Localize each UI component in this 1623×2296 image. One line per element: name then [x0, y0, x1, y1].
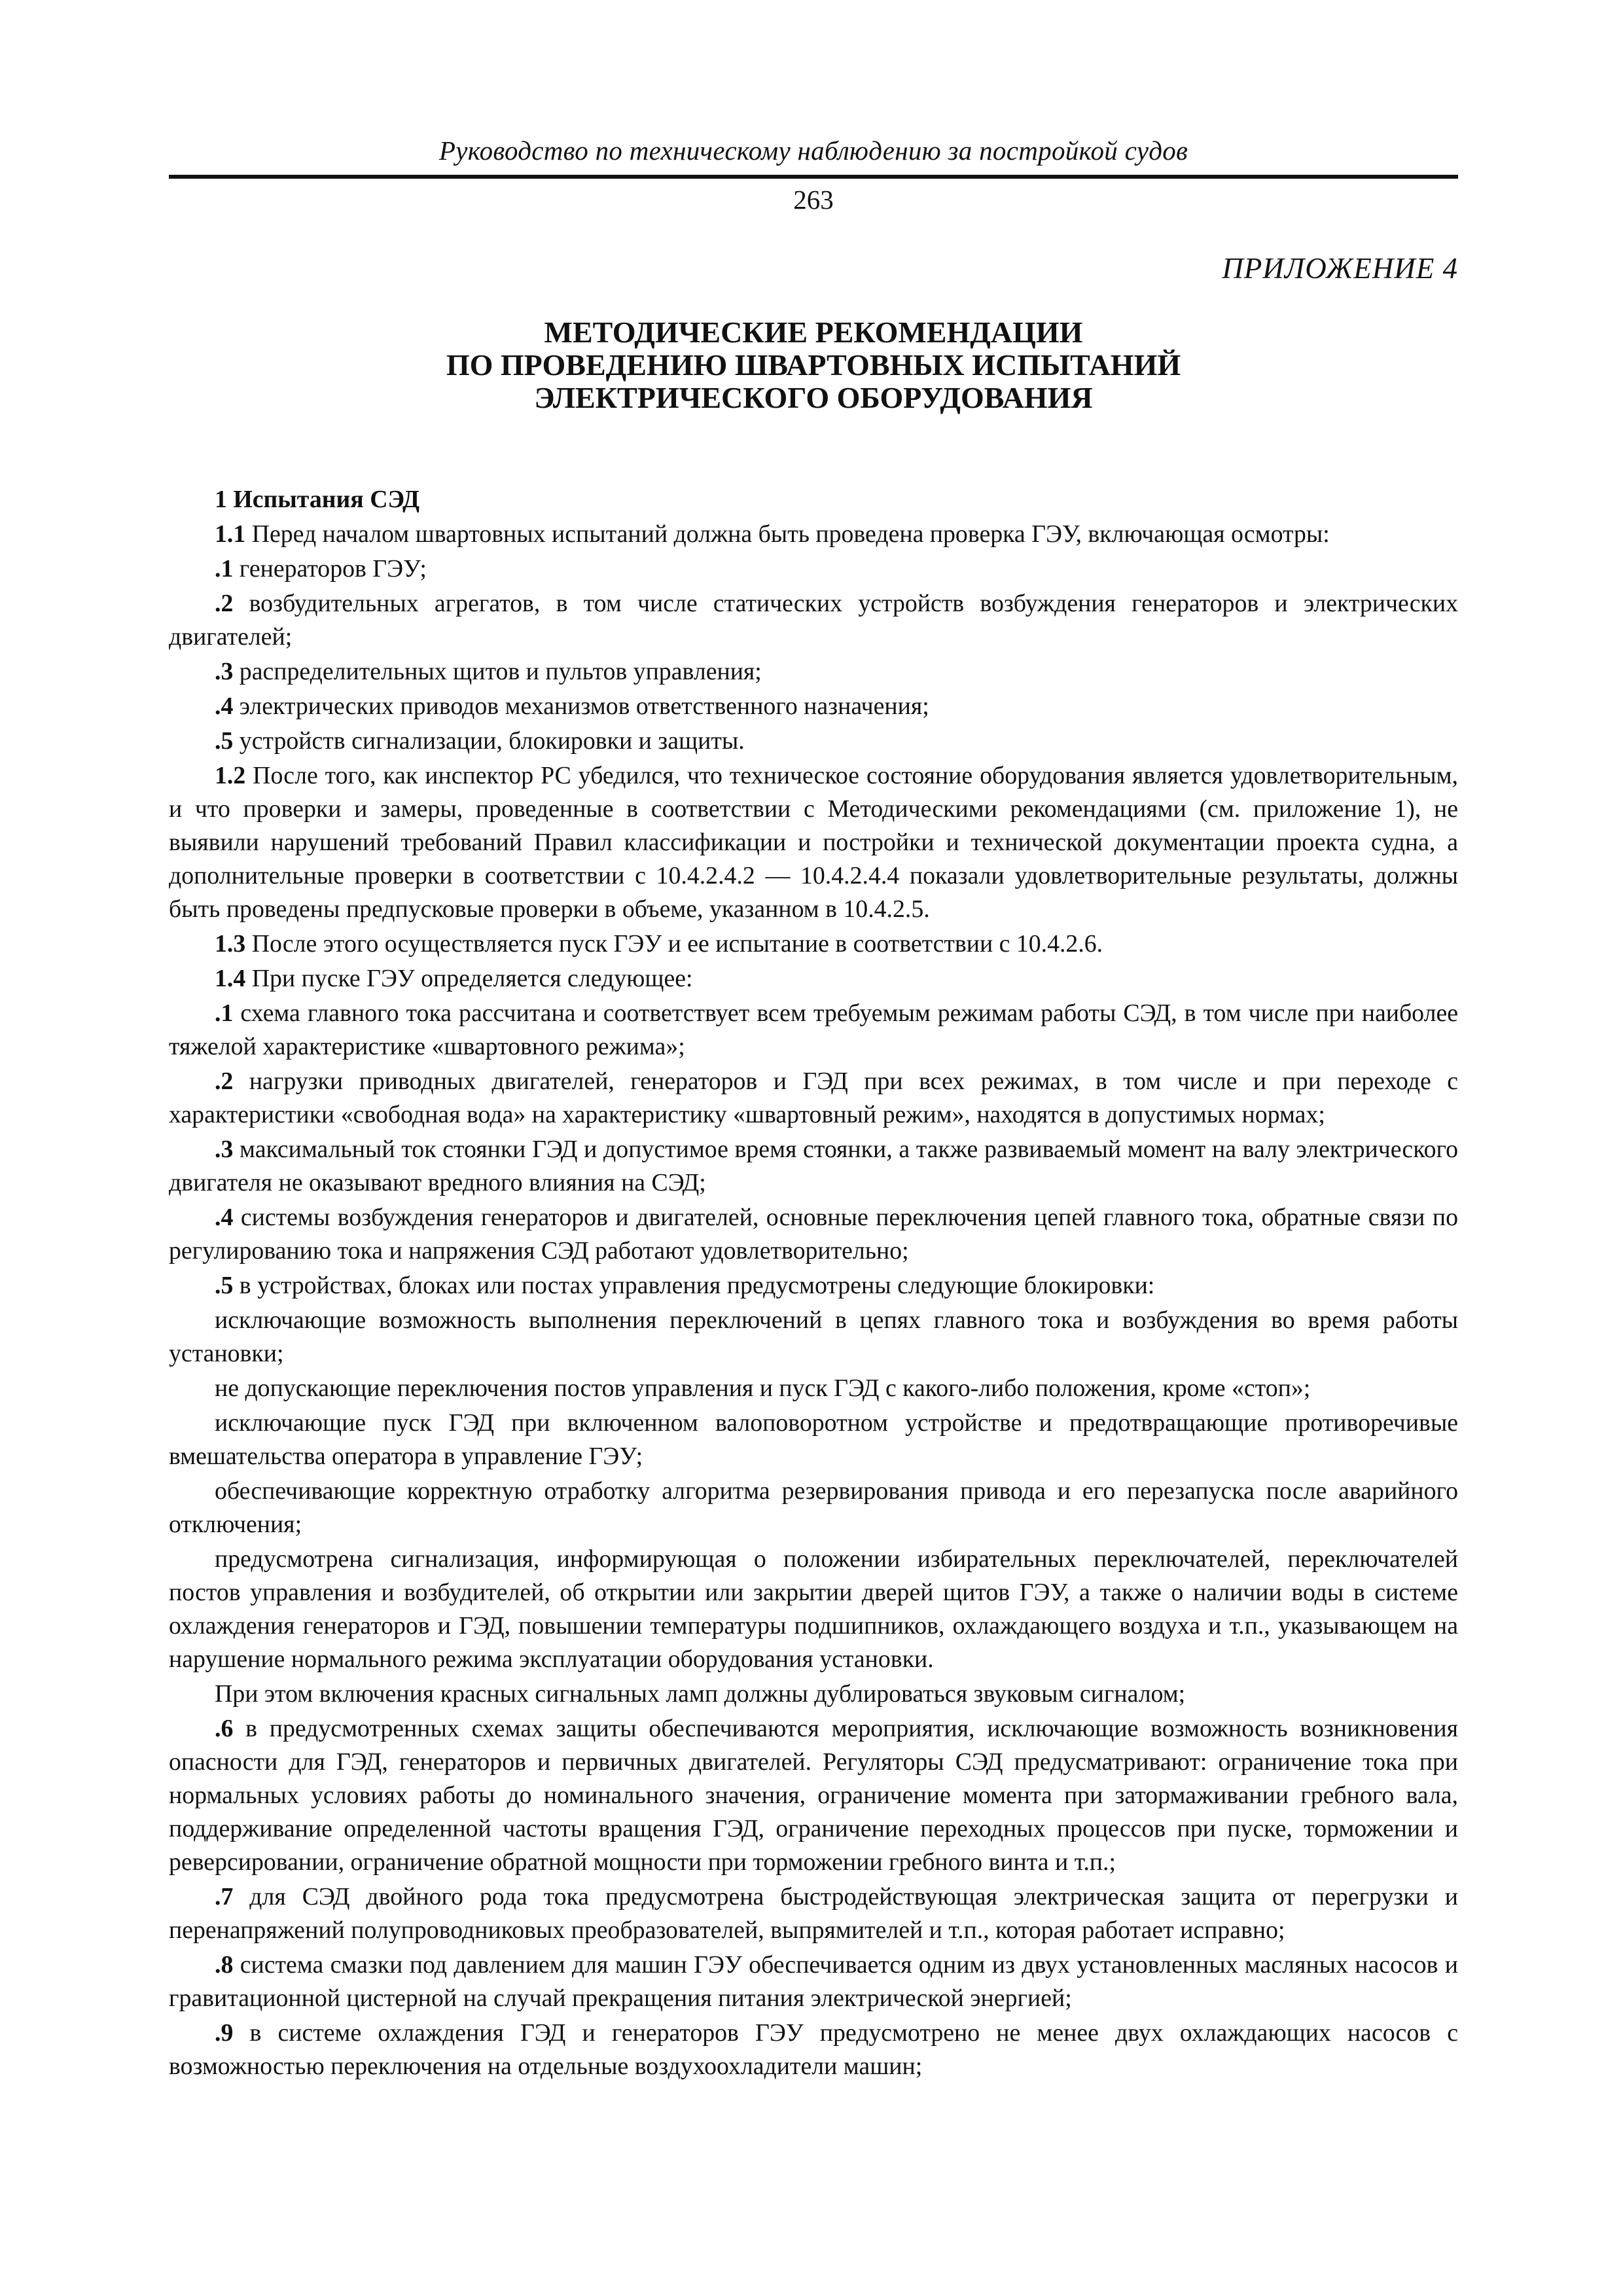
appendix-label: ПРИЛОЖЕНИЕ 4	[1222, 252, 1458, 285]
list-item	[169, 1948, 1458, 2015]
item-text: возбудительных агрегатов, в том числе статических устройств возбуждения генераторов и электрических двигателей;	[169, 590, 1458, 651]
interlock-paragraph: При этом включения красных сигнальных ламп должны дублироваться звуковым сигналом;	[215, 1680, 1186, 1708]
item-number: .5	[215, 727, 234, 755]
list-item	[169, 725, 1458, 758]
item-text: нагрузки приводных двигателей, генераторов и ГЭД при всех режимах, в том числе и при переходе с характеристики «свободная вода» на характеристику «швартовный режим», находятся в допустимых нормах;	[169, 1067, 1458, 1128]
item-number: .8	[215, 1951, 234, 1979]
item-number: .1	[215, 999, 234, 1027]
paragraph-number: 1.2	[215, 762, 246, 789]
item-number: .1	[215, 555, 234, 583]
item-number: .2	[215, 590, 234, 617]
item-number: .9	[215, 2019, 234, 2047]
item-number: .7	[215, 1883, 234, 1910]
header-rule	[169, 175, 1458, 179]
item-text: в системе охлаждения ГЭД и генераторов ГЭУ предусмотрено не менее двух охлаждающих насосов с возможностью переключения на отдельные воздухоохладители машин;	[169, 2019, 1458, 2080]
item-text: в предусмотренных схемах защиты обеспечиваются мероприятия, исключающие возможность возникновения опасности для ГЭД, генераторов и первичных двигателей. Регуляторы СЭД предусматривают: ограничение тока при нормальных условиях работы до номинального значения, ограничение момента при затормаживании гребного вала, поддерживание определенной частоты вращения ГЭД, ограничение переходных процессов при пуске, торможении и реверсировании, ограничение обратной мощности при торможении гребного винта и т.п.;	[169, 1715, 1458, 1876]
item-text: устройств сигнализации, блокировки и защиты.	[233, 727, 745, 755]
paragraph-number: 1.3	[215, 930, 246, 958]
interlock-paragraph: предусмотрена сигнализация, информирующая о положении избирательных переключателей, переключателей постов управления и возбудителей, об открытии или закрытии дверей щитов ГЭУ, а также о наличии воды в системе охлаждения генераторов и ГЭД, повышении температуры подшипников, охлаждающего воздуха и т.п., указывающем на нарушение нормального режима эксплуатации оборудования установки.	[169, 1545, 1458, 1673]
list-item	[169, 690, 1458, 723]
document-title	[169, 316, 1458, 414]
paragraph-text: При пуске ГЭУ определяется следующее:	[245, 965, 693, 992]
item-text: для СЭД двойного рода тока предусмотрена быстродействующая электрическая защита от перегрузки и перенапряжений полупроводниковых преобразователей, выпрямителей и т.п., которая работает исправно;	[169, 1883, 1458, 1944]
list-item	[169, 1065, 1458, 1132]
page-number: 263	[793, 185, 834, 215]
list-item	[169, 587, 1458, 654]
paragraph-1-3	[169, 927, 1458, 961]
interlock-paragraph: исключающие пуск ГЭД при включенном валоповоротном устройстве и предотвращающие противоречивые вмешательства оператора в управление ГЭУ;	[169, 1409, 1458, 1470]
paragraph-text: После этого осуществляется пуск ГЭУ и ее испытание в соответствии с 10.4.2.6.	[245, 930, 1103, 958]
paragraph-1-2	[169, 759, 1458, 926]
item-number: .3	[215, 658, 234, 685]
paragraph-1-1	[169, 518, 1458, 551]
document-body	[169, 483, 1458, 2085]
list-item	[169, 1201, 1458, 1268]
item-text: в устройствах, блоках или постах управления предусмотрены следующие блокировки:	[233, 1272, 1155, 1299]
list-item	[169, 552, 1458, 586]
item-number: .3	[215, 1136, 234, 1163]
item-text: распределительных щитов и пультов управления;	[233, 658, 762, 685]
list-item	[169, 1880, 1458, 1947]
paragraph-1-4	[169, 962, 1458, 996]
list-item	[169, 1133, 1458, 1200]
list-item	[169, 997, 1458, 1064]
list-item	[169, 2017, 1458, 2083]
item-text: максимальный ток стоянки ГЭД и допустимое время стоянки, а также развиваемый момент на валу электрического двигателя не оказывают вредного влияния на СЭД;	[169, 1136, 1458, 1196]
title-line-2: ПО ПРОВЕДЕНИЮ ШВАРТОВНЫХ ИСПЫТАНИЙ	[446, 348, 1181, 382]
interlock-paragraph: исключающие возможность выполнения переключений в цепях главного тока и возбуждения во время работы установки;	[169, 1306, 1458, 1367]
item-text: система смазки под давлением для машин ГЭУ обеспечивается одним из двух установленных масляных насосов и гравитационной цистерной на случай прекращения питания электрической энергией;	[169, 1951, 1458, 2012]
item-text: системы возбуждения генераторов и двигателей, основные переключения цепей главного тока, обратные связи по регулированию тока и напряжения СЭД работают удовлетворительно;	[169, 1204, 1458, 1265]
item-number: .2	[215, 1067, 234, 1095]
item-text: генераторов ГЭУ;	[233, 555, 427, 583]
running-head: Руководство по техническому наблюдению за постройкой судов	[438, 135, 1188, 166]
paragraph-text: Перед началом швартовных испытаний должна быть проведена проверка ГЭУ, включающая осмотры:	[245, 520, 1330, 548]
list-item	[169, 1269, 1458, 1302]
item-text: электрических приводов механизмов ответственного назначения;	[233, 692, 929, 720]
paragraph-number: 1.4	[215, 965, 246, 992]
item-number: .4	[215, 1204, 234, 1231]
item-text: схема главного тока рассчитана и соответствует всем требуемым режимам работы СЭД, в том числе при наиболее тяжелой характеристике «швартовного режима»;	[169, 999, 1458, 1060]
list-item	[169, 655, 1458, 689]
title-line-1: МЕТОДИЧЕСКИЕ РЕКОМЕНДАЦИИ	[544, 315, 1083, 349]
paragraph-number: 1.1	[215, 520, 246, 548]
interlock-paragraph: не допускающие переключения постов управления и пуск ГЭД с какого-либо положения, кроме «стоп»;	[215, 1374, 1311, 1402]
paragraph-text: После того, как инспектор РС убедился, что техническое состояние оборудования является удовлетворительным, и что проверки и замеры, проведенные в соответствии с Методическими рекомендациями (см. приложение 1), не выявили нарушений требований Правил классификации и постройки и технической документации проекта судна, а дополнительные проверки в соответствии с 10.4.2.4.2 — 10.4.2.4.4 показали удовлетворительные результаты, должны быть проведены предпусковые проверки в объеме, указанном в 10.4.2.5.	[169, 762, 1458, 923]
item-number: .5	[215, 1272, 234, 1299]
item-number: .4	[215, 692, 234, 720]
title-line-3: ЭЛЕКТРИЧЕСКОГО ОБОРУДОВАНИЯ	[534, 381, 1093, 414]
item-number: .6	[215, 1715, 234, 1742]
list-item	[169, 1712, 1458, 1879]
interlock-paragraph: обеспечивающие корректную отработку алгоритма резервирования привода и его перезапуска после аварийного отключения;	[169, 1477, 1458, 1538]
section-heading: 1 Испытания СЭД	[215, 486, 419, 513]
